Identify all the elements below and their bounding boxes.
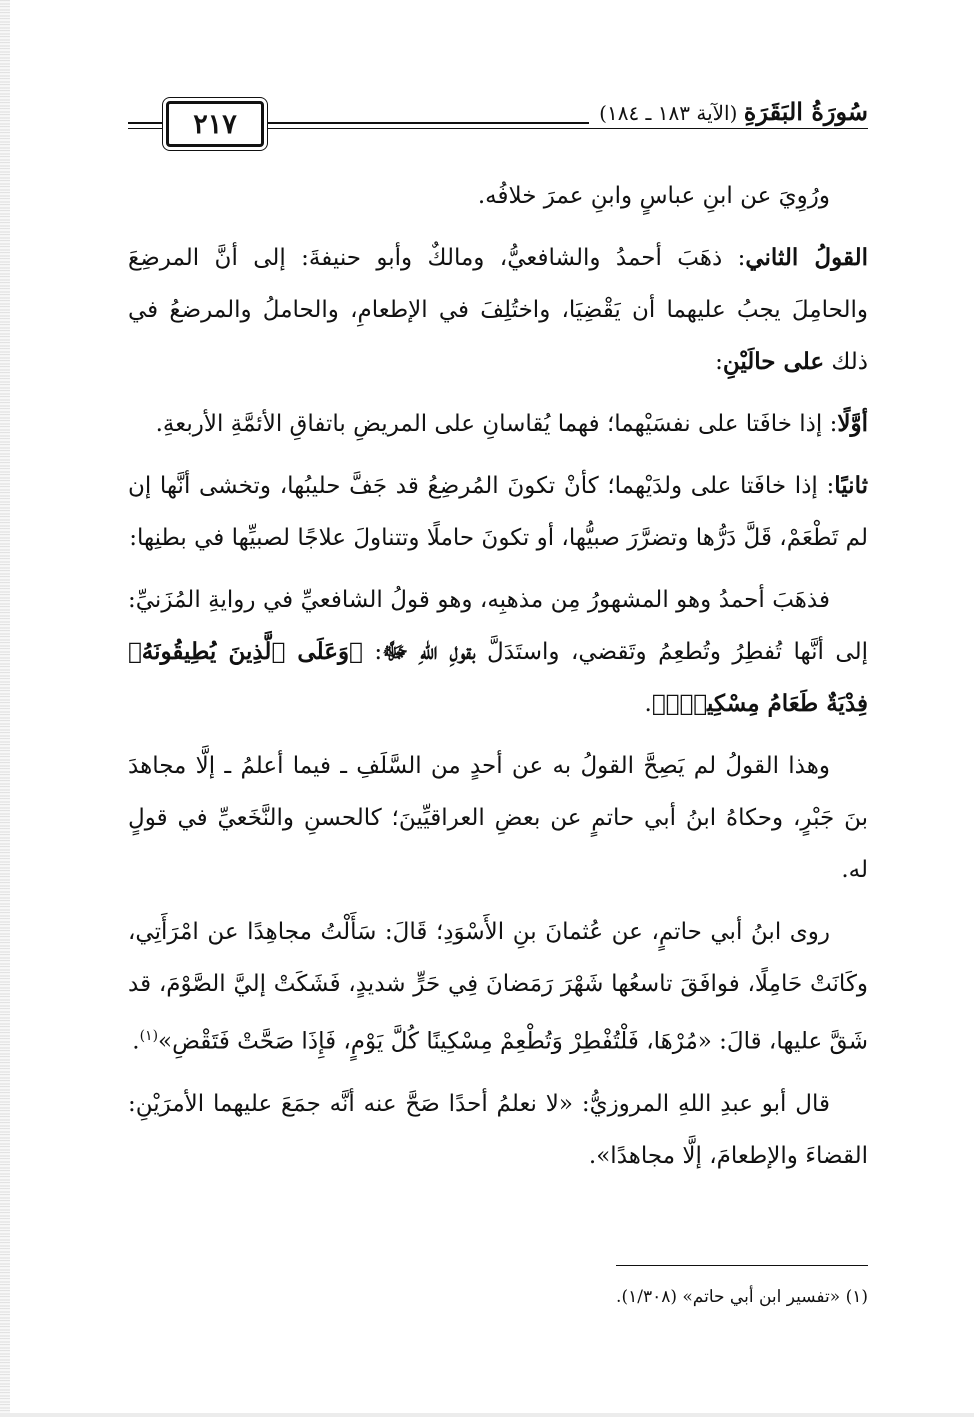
second-case-heading: ثانيًا <box>834 472 868 499</box>
scan-edge-left <box>0 0 10 1417</box>
paragraph-7-end: . <box>132 1028 140 1055</box>
paragraph-2 <box>128 232 868 388</box>
main-text <box>128 170 868 1192</box>
quran-citation-lead: بقولِ اللهِ ﷻ <box>382 638 476 665</box>
paragraph-4-text: : إذا خافَتا على ولدَيْهما؛ كأنْ تكونَ المُرضِعُ قد جَفَّ حليبُها، وتخشى أنَّها إن لم تَطْعَمْ، قَلَّ دَرُّها وتضرَّرَ صبيُّها، أو تكونَ حاملًا وتتناولَ علاجًا لصبيِّها في بطنِها: <box>128 473 868 551</box>
verse-range: (الآية ١٨٣ ـ ١٨٤) <box>599 101 738 125</box>
paragraph-1 <box>128 170 868 222</box>
sura-name: سُورَةُ البَقَرَةِ <box>743 97 868 126</box>
paragraph-3 <box>128 398 868 450</box>
first-case-heading: أوَّلًا <box>837 410 868 437</box>
paragraph-8-text: قال أبو عبدِ اللهِ المروزيُّ: «لا نعلمُ أحدًا صَحَّ عنه أنَّه جمَعَ عليهما الأمرَيْنِ: القضاءَ والإطعامَ، إلَّا مجاهدًا». <box>128 1090 868 1169</box>
paragraph-6-text: وهذا القولُ لم يَصِحَّ القولُ به عن أحدٍ من السَّلَفِ ـ فيما أعلمُ ـ إلَّا مجاهدَ بنَ جَبْرٍ، وحكاهُ ابنُ أبي حاتمٍ عن بعضِ العراقيِّينَ؛ كالحسنِ والنَّخَعيِّ في قولٍ له. <box>128 753 868 883</box>
paragraph-5-colon: : <box>362 639 383 665</box>
paragraph-1-text: ورُوِيَ عن ابنِ عباسٍ وابنِ عمرَ خلافُه. <box>477 183 830 209</box>
scan-edge-bottom <box>0 1413 974 1417</box>
paragraph-5 <box>128 574 868 730</box>
footnotes <box>128 1282 868 1312</box>
paragraph-6 <box>128 740 868 896</box>
paragraph-7-text: روى ابنُ أبي حاتمٍ، عن عُثمانَ بنِ الأَسْوَدِ؛ قَالَ: سَأَلْتُ مجاهِدًا عن امْرَأَتِي، وكَانَتْ حَامِلًا، فوافَقَ تاسعُها شَهْرَ رَمَضانَ فِي حَرٍّ شديدٍ، فَشَكَتْ إليَّ الصَّوْمَ، قد شَقَّ عليها، قالَ: «مُرْهَا، فَلْتُفْطِرْ وَتُطْعِمْ مِسْكِينًا كُلَّ يَوْمٍ، فَإِذَا صَحَّتْ فَتَقْضِ» <box>128 919 868 1055</box>
page-header <box>128 97 868 147</box>
page-number-box <box>166 101 264 147</box>
paragraph-5-text: فذهَبَ أحمدُ وهو المشهورُ مِن مذهبِه، وهو قولُ الشافعيِّ في روايةِ المُزَنيِّ: إلى أنَّها تُفطِرُ وتُطعِمُ وتَقضي، واستَدَلَّ <box>128 587 868 665</box>
quran-verse: ﴿وَعَلَى ٱلَّذِينَ يُطِيقُونَهُۥ فِدْيَةٌ طَعَامُ مِسْكِينٍۖ﴾ <box>128 638 868 717</box>
paragraph-2-text: : ذهَبَ أحمدُ والشافعيُّ، ومالكٌ وأبو حنيفةَ: إلى أنَّ المرضِعَ والحامِلَ يجبُ عليهما أن يَقْضِيَا، واختُلِفَ في الإطعامِ، والحاملُ والمرضعُ في ذلك <box>128 245 868 375</box>
paragraph-3-text: : إذا خافَتا على نفسَيْهما؛ فهما يُقاسانِ على المريضِ باتفاقِ الأئمَّةِ الأربعةِ. <box>155 411 838 437</box>
paragraph-8 <box>128 1078 868 1182</box>
footnote-separator <box>616 1265 868 1266</box>
paragraph-2-end: : <box>715 349 723 375</box>
paragraph-5-end: . <box>644 691 652 717</box>
paragraph-4 <box>128 460 868 564</box>
footnote-ref-1[interactable]: (١) <box>139 1028 159 1044</box>
paragraph-7 <box>128 906 868 1068</box>
running-title <box>589 97 868 126</box>
two-cases-bold: على حالَيْنِ <box>722 348 825 375</box>
page-number: ٢١٧ <box>193 108 237 140</box>
footnote-1: (١) «تفسير ابن أبي حاتم» (١/٣٠٨). <box>616 1287 868 1307</box>
second-opinion-heading: القولُ الثاني <box>745 244 868 271</box>
